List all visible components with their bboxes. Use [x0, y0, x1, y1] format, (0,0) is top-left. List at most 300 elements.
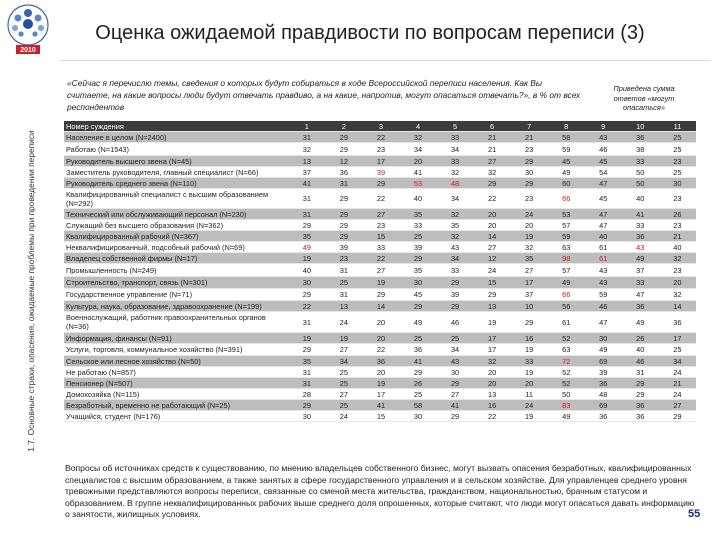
- table-cell: 47: [622, 289, 659, 301]
- table-cell: 29: [437, 411, 474, 422]
- column-header: 7: [511, 121, 548, 132]
- table-cell: 31: [325, 264, 362, 277]
- table-cell: 31: [288, 312, 325, 333]
- table-cell: 19: [511, 367, 548, 378]
- table-row: [64, 231, 696, 242]
- table-cell: 31: [288, 378, 325, 389]
- row-label: Квалифицированный рабочий (N=367): [64, 231, 288, 242]
- table-cell: 27: [474, 242, 511, 253]
- table-cell: 36: [399, 344, 436, 356]
- table-cell: 63: [548, 344, 585, 356]
- table-cell: 32: [399, 132, 436, 143]
- table-cell: 25: [399, 389, 436, 400]
- table-cell: 34: [437, 253, 474, 264]
- table-cell: 29: [288, 289, 325, 301]
- table-cell: 13: [288, 156, 325, 167]
- table-cell: 40: [659, 242, 696, 253]
- sum-note: Приведена сумма ответов «могут опасаться»: [613, 84, 675, 113]
- table-cell: 30: [288, 411, 325, 422]
- table-cell: 31: [288, 367, 325, 378]
- table-cell: 32: [437, 231, 474, 242]
- table-cell: 24: [511, 209, 548, 220]
- table-cell: 32: [511, 242, 548, 253]
- table-cell: 35: [437, 220, 474, 231]
- table-cell: 61: [585, 242, 622, 253]
- row-label: Безработный, временно не работающий (N=25): [64, 400, 288, 411]
- table-cell: 41: [288, 178, 325, 189]
- column-header: 4: [399, 121, 436, 132]
- table-cell: 29: [622, 389, 659, 400]
- table-cell: 19: [511, 411, 548, 422]
- table-row: [64, 178, 696, 189]
- table-cell: 17: [511, 277, 548, 289]
- table-cell: 43: [585, 132, 622, 143]
- table-cell: 33: [622, 277, 659, 289]
- table-cell: 49: [399, 312, 436, 333]
- table-cell: 19: [362, 378, 399, 389]
- table-cell: 41: [399, 167, 436, 178]
- table-cell: 30: [399, 277, 436, 289]
- table-cell: 50: [548, 389, 585, 400]
- table-cell: 24: [511, 400, 548, 411]
- table-cell: 69: [585, 400, 622, 411]
- table-row: [64, 143, 696, 156]
- column-header: 6: [474, 121, 511, 132]
- table-cell: 30: [585, 333, 622, 344]
- table-cell: 20: [362, 367, 399, 378]
- table-row: [64, 277, 696, 289]
- table-cell: 36: [622, 132, 659, 143]
- table-cell: 32: [659, 253, 696, 264]
- table-row: [64, 167, 696, 178]
- table-cell: 50: [622, 167, 659, 178]
- table-cell: 20: [474, 220, 511, 231]
- table-cell: 23: [325, 253, 362, 264]
- table-cell: 23: [659, 156, 696, 167]
- table-cell: 52: [548, 378, 585, 389]
- table-row: [64, 378, 696, 389]
- table-cell: 19: [288, 253, 325, 264]
- table-cell: 59: [548, 231, 585, 242]
- row-label: Учащийся, студент (N=176): [64, 411, 288, 422]
- table-row: [64, 356, 696, 367]
- page-number: 55: [688, 508, 701, 520]
- table-cell: 13: [474, 301, 511, 312]
- table-cell: 32: [288, 143, 325, 156]
- table-cell: 14: [659, 301, 696, 312]
- table-cell: 26: [659, 209, 696, 220]
- table-cell: 49: [548, 167, 585, 178]
- table-cell: 20: [659, 277, 696, 289]
- page-title: Оценка ожидаемой правдивости по вопросам переписи (3): [95, 22, 645, 44]
- side-section-label: [24, 75, 38, 507]
- table-cell: 24: [474, 264, 511, 277]
- row-label: Технический или обслуживающий персонал (N=230): [64, 209, 288, 220]
- table-cell: 27: [362, 264, 399, 277]
- table-cell: 45: [585, 156, 622, 167]
- column-header: 5: [437, 121, 474, 132]
- table-cell: 72: [548, 356, 585, 367]
- table-cell: 27: [362, 209, 399, 220]
- table-cell: 20: [362, 312, 399, 333]
- table-cell: 49: [548, 411, 585, 422]
- table-cell: 21: [474, 132, 511, 143]
- table-cell: 37: [622, 264, 659, 277]
- table-cell: 60: [548, 178, 585, 189]
- column-header: 9: [585, 121, 622, 132]
- table-cell: 41: [622, 209, 659, 220]
- table-cell: 46: [622, 356, 659, 367]
- table-row: [64, 367, 696, 378]
- table-cell: 32: [437, 167, 474, 178]
- table-cell: 66: [548, 189, 585, 209]
- table-cell: 15: [474, 277, 511, 289]
- row-label: Неквалифицированный, подсобный рабочий (N=69): [64, 242, 288, 253]
- table-cell: 40: [622, 344, 659, 356]
- table-cell: 32: [437, 209, 474, 220]
- table-cell: 37: [511, 289, 548, 301]
- column-header: 1: [288, 121, 325, 132]
- table-cell: 36: [622, 231, 659, 242]
- table-cell: 33: [437, 132, 474, 143]
- table-cell: 53: [548, 209, 585, 220]
- row-label: Сельское или лесное хозяйство (N=50): [64, 356, 288, 367]
- table-cell: 22: [362, 344, 399, 356]
- table-cell: 22: [362, 253, 399, 264]
- table-cell: 27: [659, 400, 696, 411]
- table-cell: 33: [437, 264, 474, 277]
- table-cell: 57: [548, 264, 585, 277]
- table-cell: 19: [288, 333, 325, 344]
- row-label: Не работаю (N=857): [64, 367, 288, 378]
- table-cell: 13: [474, 389, 511, 400]
- table-cell: 36: [659, 312, 696, 333]
- table-row: [64, 264, 696, 277]
- table-cell: 41: [399, 356, 436, 367]
- table-cell: 36: [325, 167, 362, 178]
- table-cell: 16: [474, 400, 511, 411]
- table-cell: 29: [511, 156, 548, 167]
- table-cell: 12: [474, 253, 511, 264]
- logo-year: 2010: [20, 47, 36, 55]
- table-cell: 40: [622, 189, 659, 209]
- table-cell: 30: [659, 178, 696, 189]
- table-cell: 34: [325, 356, 362, 367]
- table-cell: 29: [511, 312, 548, 333]
- row-label: Владелец собственной фирмы (N=17): [64, 253, 288, 264]
- row-label: Квалифицированный специалист с высшим образованием (N=292): [64, 189, 288, 209]
- table-cell: 22: [474, 189, 511, 209]
- table-cell: 34: [399, 143, 436, 156]
- table-cell: 45: [548, 156, 585, 167]
- table-cell: 36: [622, 400, 659, 411]
- table-cell: 25: [659, 167, 696, 178]
- title-divider: [60, 60, 710, 61]
- table-cell: 17: [474, 344, 511, 356]
- table-cell: 33: [362, 242, 399, 253]
- table-cell: 29: [288, 400, 325, 411]
- table-cell: 29: [362, 178, 399, 189]
- table-cell: 30: [437, 367, 474, 378]
- row-label: Заместитель руководителя, главный специалист (N=66): [64, 167, 288, 178]
- table-cell: 47: [585, 209, 622, 220]
- table-cell: 23: [362, 143, 399, 156]
- table-cell: 58: [399, 400, 436, 411]
- table-cell: 50: [622, 178, 659, 189]
- table-cell: 39: [399, 242, 436, 253]
- table-cell: 29: [325, 189, 362, 209]
- row-label: Военнослужащий, работник правоохранительных органов (N=36): [64, 312, 288, 333]
- analysis-note: Вопросы об источниках средств к существованию, по мнению владельцев собственного бизнес, могут вызвать опасения безработных, квалифицированных специалистов с высшим образованием, а также занятых в сфере государственного управления и в сельском хозяйстве. Для управленцев среднего уровня тревожными представляются вопросы переписи, связанные со сменой места жительства, гражданством, национальностью, брачным статусом и образованием. В группе неквалифицированных рабочих выше среднего доля опрошенных, которые считают, что люди могут опасаться давать информацию о занятости, жилищных условиях.: [65, 463, 695, 520]
- table-cell: 19: [362, 277, 399, 289]
- table-cell: 25: [325, 400, 362, 411]
- table-cell: 31: [622, 367, 659, 378]
- table-row: [64, 220, 696, 231]
- table-cell: 29: [362, 289, 399, 301]
- table-cell: 25: [325, 277, 362, 289]
- table-cell: 49: [585, 344, 622, 356]
- table-cell: 29: [325, 143, 362, 156]
- table-cell: 35: [399, 209, 436, 220]
- table-row: [64, 132, 696, 143]
- row-label: Работаю (N=1543): [64, 143, 288, 156]
- table-cell: 45: [585, 189, 622, 209]
- table-cell: 58: [548, 132, 585, 143]
- table-cell: 23: [659, 264, 696, 277]
- table-cell: 31: [325, 178, 362, 189]
- table-cell: 35: [288, 231, 325, 242]
- table-cell: 17: [659, 333, 696, 344]
- table-cell: 19: [474, 312, 511, 333]
- table-cell: 19: [511, 344, 548, 356]
- table-cell: 25: [659, 344, 696, 356]
- table-cell: 34: [437, 344, 474, 356]
- table-cell: 16: [511, 333, 548, 344]
- table-cell: 27: [437, 389, 474, 400]
- table-cell: 31: [288, 189, 325, 209]
- table-cell: 14: [362, 301, 399, 312]
- table-cell: 29: [325, 209, 362, 220]
- table-cell: 49: [548, 277, 585, 289]
- table-cell: 34: [437, 143, 474, 156]
- table-cell: 23: [659, 189, 696, 209]
- table-cell: 22: [362, 132, 399, 143]
- table-cell: 34: [659, 356, 696, 367]
- table-cell: 41: [362, 400, 399, 411]
- table-cell: 23: [362, 220, 399, 231]
- table-cell: 69: [585, 356, 622, 367]
- table-cell: 22: [288, 301, 325, 312]
- table-row: [64, 333, 696, 344]
- table-cell: 17: [362, 156, 399, 167]
- column-header: 8: [548, 121, 585, 132]
- table-cell: 52: [548, 367, 585, 378]
- table-cell: 59: [585, 289, 622, 301]
- table-cell: 19: [325, 333, 362, 344]
- table-cell: 17: [474, 333, 511, 344]
- table-cell: 48: [437, 178, 474, 189]
- table-cell: 29: [659, 411, 696, 422]
- table-cell: 24: [325, 411, 362, 422]
- column-header: 2: [325, 121, 362, 132]
- table-cell: 29: [474, 178, 511, 189]
- table-cell: 29: [288, 344, 325, 356]
- table-cell: 27: [325, 344, 362, 356]
- row-label: Руководитель среднего звена (N=110): [64, 178, 288, 189]
- table-cell: 26: [399, 378, 436, 389]
- table-cell: 38: [622, 143, 659, 156]
- table-cell: 17: [362, 389, 399, 400]
- table-cell: 31: [288, 209, 325, 220]
- table-cell: 36: [585, 411, 622, 422]
- row-label: Информация, финансы (N=91): [64, 333, 288, 344]
- table-cell: 23: [659, 220, 696, 231]
- table-row: [64, 189, 696, 209]
- table-cell: 37: [288, 167, 325, 178]
- table-cell: 24: [659, 389, 696, 400]
- table-cell: 10: [511, 301, 548, 312]
- table-cell: 47: [585, 178, 622, 189]
- table-cell: 21: [659, 378, 696, 389]
- table-row: [64, 411, 696, 422]
- table-row: [64, 301, 696, 312]
- table-cell: 39: [585, 367, 622, 378]
- table-row: [64, 389, 696, 400]
- table-cell: 33: [437, 156, 474, 167]
- table-row: [64, 344, 696, 356]
- table-cell: 29: [325, 220, 362, 231]
- table-cell: 27: [474, 156, 511, 167]
- table-cell: 13: [325, 301, 362, 312]
- table-cell: 32: [474, 356, 511, 367]
- table-cell: 14: [474, 231, 511, 242]
- results-table: [64, 121, 696, 422]
- row-label: Домохозяйка (N=115): [64, 389, 288, 400]
- table-cell: 30: [399, 411, 436, 422]
- table-cell: 40: [585, 231, 622, 242]
- column-header: 11: [659, 121, 696, 132]
- table-cell: 31: [288, 132, 325, 143]
- table-cell: 43: [437, 242, 474, 253]
- table-cell: 36: [362, 356, 399, 367]
- table-cell: 25: [399, 333, 436, 344]
- table-cell: 83: [548, 400, 585, 411]
- row-label: Население в целом (N=2400): [64, 132, 288, 143]
- table-cell: 49: [622, 312, 659, 333]
- table-cell: 29: [437, 301, 474, 312]
- table-cell: 29: [437, 378, 474, 389]
- table-cell: 66: [548, 289, 585, 301]
- table-cell: 21: [511, 132, 548, 143]
- table-cell: 25: [325, 378, 362, 389]
- table-cell: 15: [362, 231, 399, 242]
- table-cell: 39: [325, 242, 362, 253]
- table-cell: 20: [511, 220, 548, 231]
- table-cell: 41: [437, 400, 474, 411]
- table-cell: 25: [437, 333, 474, 344]
- table-cell: 35: [288, 356, 325, 367]
- table-cell: 25: [659, 143, 696, 156]
- table-cell: 24: [659, 367, 696, 378]
- table-cell: 61: [585, 253, 622, 264]
- table-cell: 52: [548, 333, 585, 344]
- table-cell: 40: [399, 189, 436, 209]
- table-cell: 11: [511, 389, 548, 400]
- table-cell: 43: [437, 356, 474, 367]
- table-cell: 15: [362, 411, 399, 422]
- table-row: [64, 400, 696, 411]
- table-row: [64, 312, 696, 333]
- table-cell: 29: [622, 378, 659, 389]
- table-cell: 25: [659, 132, 696, 143]
- table-cell: 39: [437, 289, 474, 301]
- table-cell: 20: [474, 367, 511, 378]
- table-cell: 43: [622, 242, 659, 253]
- table-cell: 56: [548, 301, 585, 312]
- table-cell: 43: [585, 277, 622, 289]
- table-cell: 33: [622, 220, 659, 231]
- table-cell: 32: [474, 167, 511, 178]
- table-cell: 29: [474, 289, 511, 301]
- table-cell: 29: [399, 301, 436, 312]
- row-label: Культура, наука, образование, здравоохранение (N=199): [64, 301, 288, 312]
- table-cell: 32: [659, 289, 696, 301]
- survey-question: «Сейчас я перечислю темы, сведения о которых будут собираться в ходе Всероссийской переписи населения. Как Вы считаете, на какие вопросы люди будут отвечать правдиво, а на какие, напротив, могут опасаться отвечать?», в % от всех респондентов: [67, 78, 581, 112]
- table-cell: 34: [437, 189, 474, 209]
- row-label: Услуги, торговля, коммунальное хозяйство (N=391): [64, 344, 288, 356]
- table-cell: 20: [511, 378, 548, 389]
- table-cell: 39: [362, 167, 399, 178]
- table-cell: 36: [622, 411, 659, 422]
- table-cell: 23: [511, 143, 548, 156]
- table-cell: 30: [288, 277, 325, 289]
- table-cell: 47: [585, 312, 622, 333]
- table-cell: 29: [288, 220, 325, 231]
- table-row: [64, 289, 696, 301]
- table-row: [64, 156, 696, 167]
- table-cell: 33: [511, 356, 548, 367]
- row-label: Строительство, транспорт, связь (N=301): [64, 277, 288, 289]
- table-cell: 36: [622, 301, 659, 312]
- table-cell: 33: [399, 220, 436, 231]
- table-cell: 19: [511, 231, 548, 242]
- table-cell: 31: [325, 289, 362, 301]
- table-cell: 43: [585, 264, 622, 277]
- table-cell: 45: [399, 289, 436, 301]
- table-cell: 20: [399, 156, 436, 167]
- table-cell: 29: [437, 277, 474, 289]
- table-cell: 24: [325, 312, 362, 333]
- census-logo: [3, 3, 53, 59]
- row-label: Служащий без высшего образования (N=362): [64, 220, 288, 231]
- table-header-row: [64, 121, 696, 132]
- table-row: [64, 209, 696, 220]
- table-cell: 29: [399, 253, 436, 264]
- table-cell: 27: [511, 264, 548, 277]
- table-row: [64, 253, 696, 264]
- table-cell: 35: [399, 264, 436, 277]
- column-header: 3: [362, 121, 399, 132]
- row-label: Промышленность (N=249): [64, 264, 288, 277]
- table-cell: 29: [399, 367, 436, 378]
- table-cell: 53: [399, 178, 436, 189]
- table-cell: 21: [659, 231, 696, 242]
- table-cell: 46: [585, 143, 622, 156]
- column-header: 10: [622, 121, 659, 132]
- table-cell: 47: [585, 220, 622, 231]
- table-cell: 33: [622, 156, 659, 167]
- table-cell: 57: [548, 220, 585, 231]
